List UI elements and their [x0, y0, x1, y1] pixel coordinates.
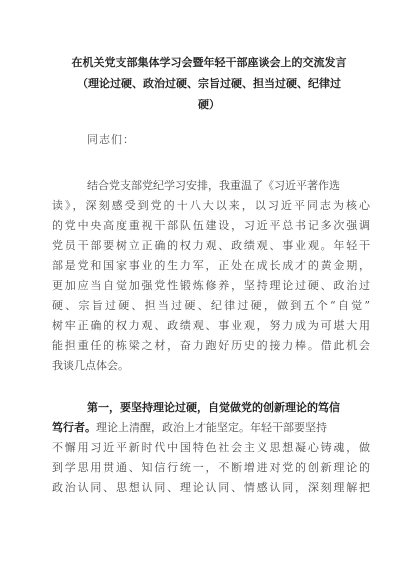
paragraph-1-line: 能担重任的栋梁之材，奋力跑好历史的接力棒。借此机会 — [52, 339, 370, 352]
paragraph-2-line — [52, 418, 370, 438]
paragraph-1-line: 读》，深刻感受到党的十八大以来，以习近平同志为核心 — [52, 199, 370, 212]
paragraph-2-text: 理论上清醒，政治上才能坚定。年轻干部要坚持 — [96, 421, 327, 434]
paragraph-1-line: 结合党支部党纪学习安排，我重温了《习近平著作选 — [87, 179, 340, 192]
paragraph-1-line: 的党中央高度重视干部队伍建设，习近平总书记多次强调 — [52, 219, 370, 232]
paragraph-2-heading: 第一，要坚持理论过硬，自觉做党的创新理论的笃信 — [87, 401, 340, 414]
paragraph-2-line: 到学思用贯通、知信行统一，不断增进对党的创新理论的 — [52, 461, 370, 474]
salutation: 同志们： — [87, 133, 135, 146]
document-title-line-2: （理论过硬、政治过硬、宗旨过硬、担当过硬、纪律过 — [77, 77, 341, 90]
paragraph-1-line: 部是党和国家事业的生力军，正处在成长成才的黄金期， — [52, 259, 370, 272]
paragraph-2-line: 政治认同、思想认同、理论认同、情感认同，深刻理解把 — [52, 481, 370, 494]
paragraph-1-line: 我谈几点体会。 — [52, 359, 129, 372]
paragraph-1-line: 党员干部要树立正确的权力观、政绩观、事业观。年轻干 — [52, 239, 370, 252]
paragraph-1-line: 硬、宗旨过硬、担当过硬、纪律过硬，做到五个“自觉” — [52, 299, 370, 312]
document-title-line-1: 在机关党支部集体学习会暨年轻干部座谈会上的交流发言 — [71, 56, 347, 69]
paragraph-1-line: 更加应当自觉加强党性锻炼修养，坚持理论过硬、政治过 — [52, 279, 370, 292]
document-title-line-3: 硬） — [198, 98, 220, 111]
paragraph-2-heading-end: 笃行者。 — [52, 421, 96, 434]
paragraph-2-line: 不懈用习近平新时代中国特色社会主义思想凝心铸魂，做 — [52, 441, 370, 454]
paragraph-1-line: 树牢正确的权力观、政绩观、事业观，努力成为可堪大用 — [52, 319, 370, 332]
